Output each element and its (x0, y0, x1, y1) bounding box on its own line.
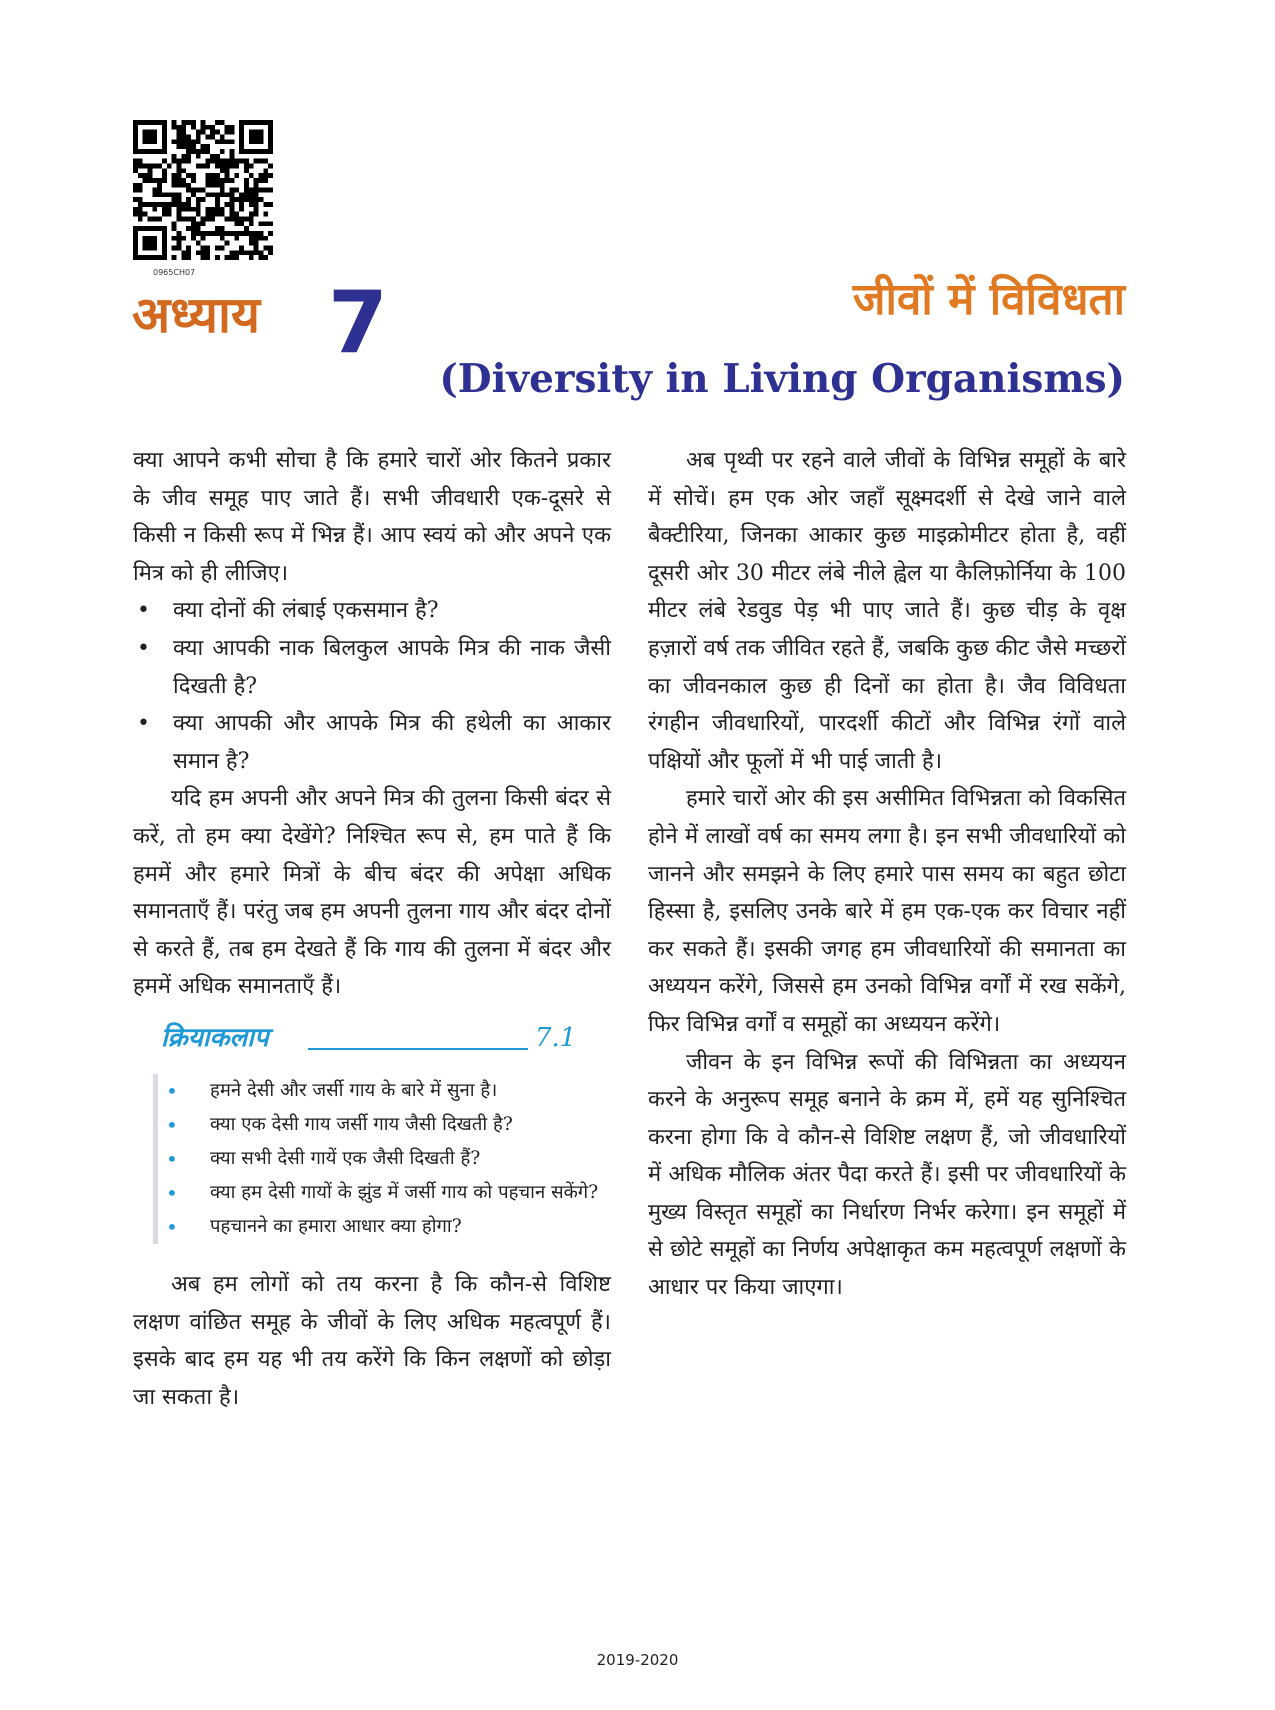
chapter-word: अध्याय (132, 286, 260, 344)
variation-paragraph: हमारे चारों ओर की इस असीमित विभिन्नता को विकसित होने में लाखों वर्ष का समय लगा है। इन सभी जीवधारियों को जानने और समझने के लिए हमारे पास समय का बहुत छोटा हिस्सा है, इसलिए उनके बारे में हम एक-एक कर विचार नहीं कर सकते हैं। इसकी जगह हम जीवधारियों की समानता का अध्ययन करेंगे, जिससे हम उनको विभिन्न वर्गों में रख सकेंगे, फिर विभिन्न वर्गों व समूहों का अध्ययन करेंगे। (648, 786, 1126, 1037)
right-column (648, 442, 1126, 1307)
list-item: • क्या सभी देसी गायें एक जैसी दिखती हैं? (166, 1142, 611, 1176)
list-item: • क्या आपकी नाक बिलकुल आपके मित्र की नाक जैसी दिखती है? (133, 630, 611, 705)
activity-number: 7.1 (535, 1022, 577, 1053)
chapter-title-hindi: जीवों में विविधता (852, 274, 1125, 325)
organism-groups-paragraph: अब पृथ्वी पर रहने वाले जीवों के विभिन्न समूहों के बारे में सोचें। हम एक ओर जहाँ सूक्ष्मदर्शी से देखे जाने वाले बैक्टीरिया, जिनका आकार कुछ माइक्रोमीटर होता है, वहीं दूसरी ओर 30 मीटर लंबे नीले ह्वेल या कैलिफ़ोर्निया के 100 मीटर लंबे रेडवुड पेड़ भी पाए जाते हैं। कुछ चीड़ के वृक्ष हज़ारों वर्ष तक जीवित रहते हैं, जबकि कुछ कीट जैसे मच्छरों का जीवनकाल कुछ ही दिनों का होता है। जैव विविधता रंगहीन जीवधारियों, पारदर्शी कीटों और विभिन्न रंगों वाले पक्षियों और फूलों में भी पाई जाती है। (648, 448, 1126, 774)
activity-rule (308, 1048, 528, 1050)
chapter-number: 7 (328, 273, 388, 373)
list-item: • क्या आपकी और आपके मित्र की हथेली का आकार समान है? (133, 705, 611, 780)
activity-label: क्रियाकलाप (161, 1022, 269, 1053)
qr-code-icon[interactable] (133, 120, 273, 260)
list-item: • पहचानने का हमारा आधार क्या होगा? (166, 1210, 611, 1244)
chapter-title-english: (Diversity in Living Organisms) (439, 356, 1125, 402)
traits-paragraph: अब हम लोगों को तय करना है कि कौन-से विशिष्ट लक्षण वांछित समूह के जीवों के लिए अधिक महत्वपूर्ण हैं। इसके बाद हम यह भी तय करेंगे कि किन लक्षणों को छोड़ा जा सकता है। (133, 1271, 611, 1410)
left-column (133, 442, 611, 1416)
intro-paragraph: क्या आपने कभी सोचा है कि हमारे चारों ओर कितने प्रकार के जीव समूह पाए जाते हैं। सभी जीवधारी एक-दूसरे से किसी न किसी रूप में भिन्न हैं। आप स्वयं को और अपने एक मित्र को ही लीजिए। (133, 448, 611, 586)
activity-heading (133, 1018, 611, 1060)
list-item: • क्या दोनों की लंबाई एकसमान है? (133, 592, 611, 630)
activity-list (153, 1074, 611, 1244)
list-item: • हमने देसी और जर्सी गाय के बारे में सुना है। (166, 1074, 611, 1108)
comparison-paragraph: यदि हम अपनी और अपने मित्र की तुलना किसी बंदर से करें, तो हम क्या देखेंगे? निश्चित रूप से, हम पाते हैं कि हममें और हमारे मित्रों के बीच बंदर की अपेक्षा अधिक समानताएँ हैं। परंतु जब हम अपनी तुलना गाय और बंदर दोनों से करते हैं, तब हम देखते हैं कि गाय की तुलना में बंदर और हममें अधिक समानताएँ हैं। (133, 786, 611, 1000)
list-item: • क्या हम देसी गायों के झुंड में जर्सी गाय को पहचान सकेंगे? (166, 1176, 611, 1210)
grouping-paragraph: जीवन के इन विभिन्न रूपों की विभिन्नता का अध्ययन करने के अनुरूप समूह बनाने के क्रम में, हमें यह सुनिश्चित करना होगा कि वे कौन-से विशिष्ट लक्षण हैं, जो जीवधारियों में अधिक मौलिक अंतर पैदा करते हैं। इसी पर जीवधारियों के मुख्य विस्तृत समूहों का निर्धारण निर्भर करेगा। इन समूहों में से छोटे समूहों का निर्णय अपेक्षाकृत कम महत्वपूर्ण लक्षणों के आधार पर किया जाएगा। (648, 1049, 1126, 1301)
list-item: • क्या एक देसी गाय जर्सी गाय जैसी दिखती है? (166, 1108, 611, 1142)
footer-year: 2019-2020 (596, 1651, 679, 1669)
question-list (133, 592, 611, 780)
qr-code-label: 0965CH07 (153, 268, 196, 277)
